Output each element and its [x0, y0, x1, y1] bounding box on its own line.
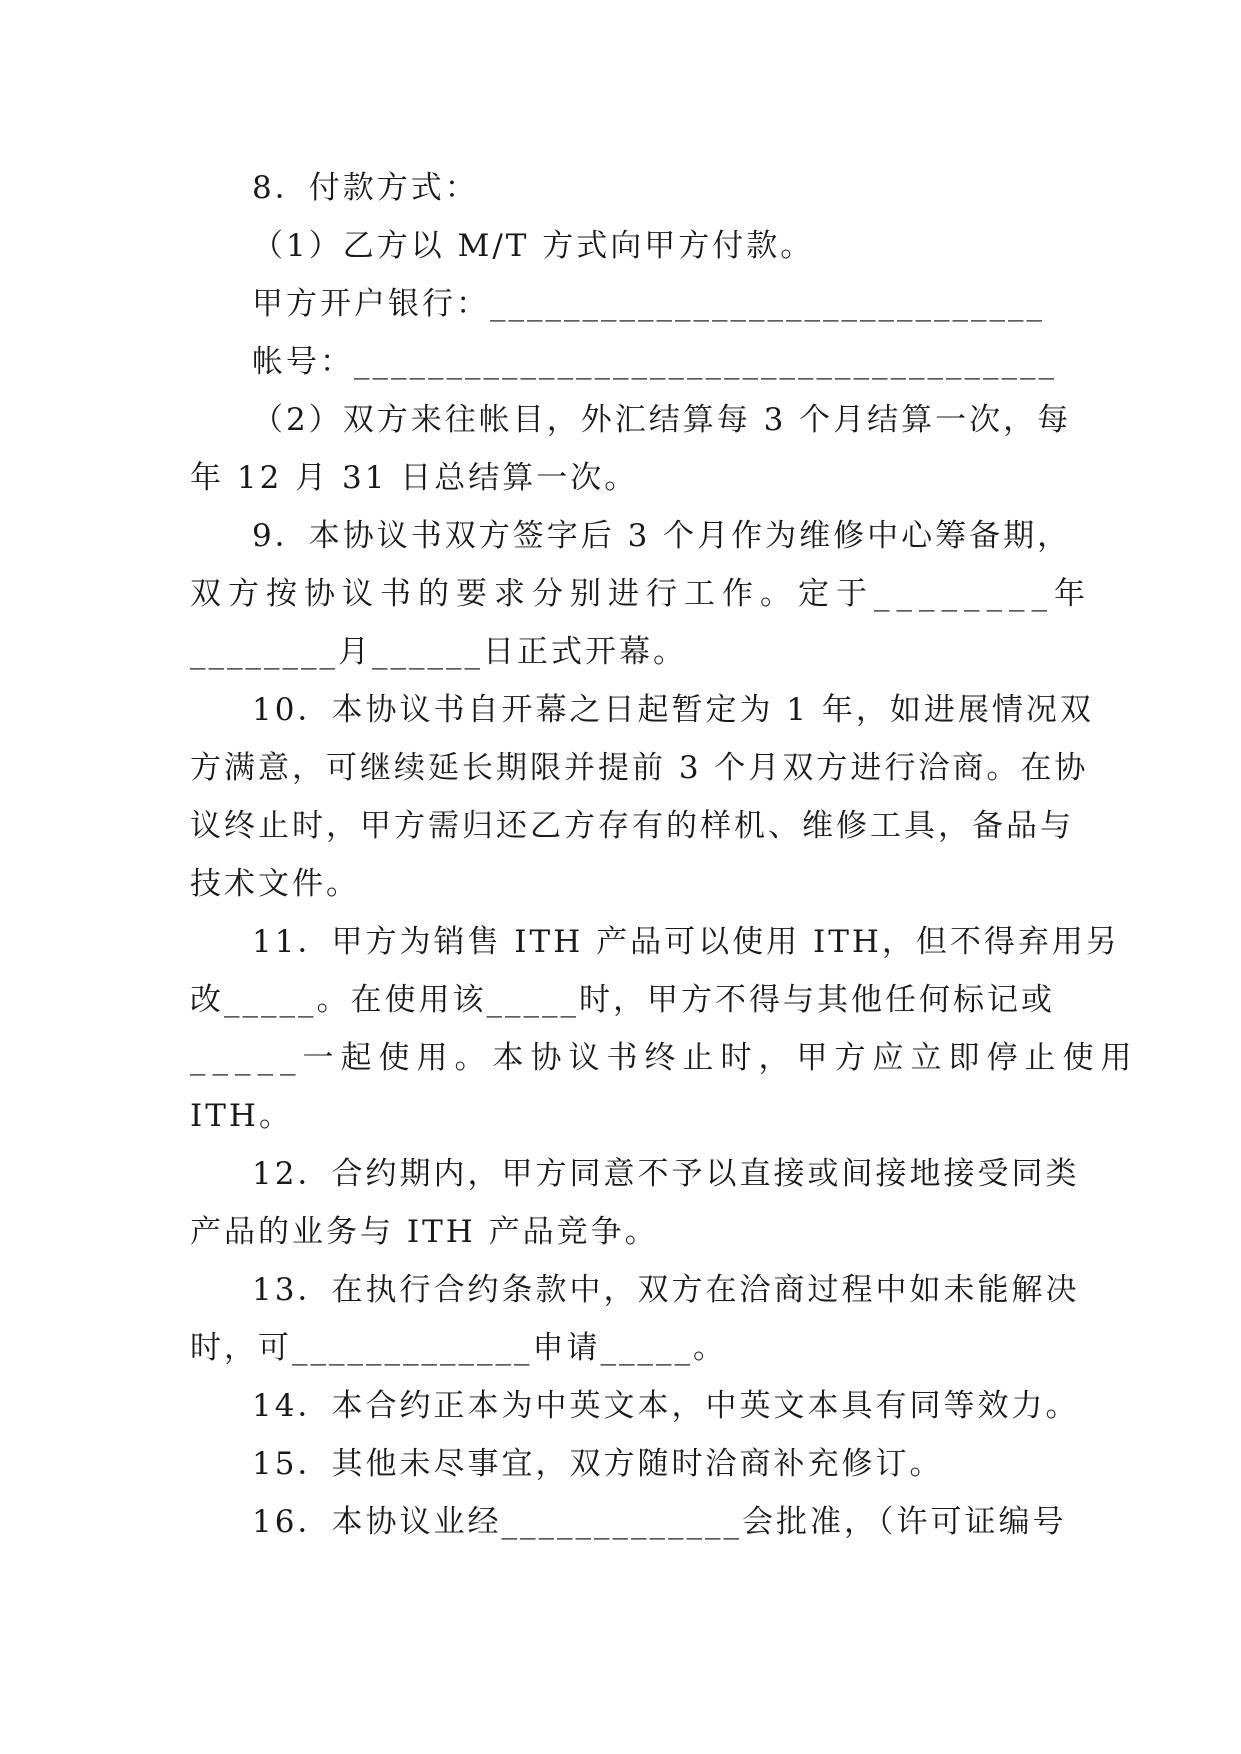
account-number-field: 帐号：______________________________________: [252, 344, 1057, 380]
clause-16: 16．本协议业经_____________会批准，（许可证编号: [252, 1504, 1067, 1540]
clause-12-cont: 产品的业务与 ITH 产品竞争。: [190, 1214, 659, 1250]
clause-8-item-2-cont: 年 12 月 31 日总结算一次。: [190, 460, 639, 496]
clause-13-cont: 时，可_____________申请_____。: [190, 1330, 727, 1366]
clause-13: 13．在执行合约条款中，双方在洽商过程中如未能解决: [252, 1272, 1080, 1308]
clause-15: 15．其他未尽事宜，双方随时洽商补充修订。: [252, 1446, 944, 1482]
clause-14: 14．本合约正本为中英文本，中英文本具有同等效力。: [252, 1388, 1080, 1424]
clause-11: 11．甲方为销售 ITH 产品可以使用 ITH，但不得弃用另: [252, 924, 1120, 960]
clause-9-cont-1: 双方按协议书的要求分别进行工作。定于________年: [190, 576, 1092, 612]
clause-9-cont-2: ________月______日正式开幕。: [190, 634, 687, 670]
clause-10-cont-3: 技术文件。: [190, 866, 360, 902]
clause-10-cont-1: 方满意，可继续延长期限并提前 3 个月双方进行洽商。在协: [190, 750, 1089, 786]
clause-8-item-2: （2）双方来往帐目，外汇结算每 3 个月结算一次，每: [252, 402, 1072, 438]
clause-9: 9．本协议书双方签字后 3 个月作为维修中心筹备期，: [252, 518, 1072, 554]
clause-11-cont-2: _____一起使用。本协议书终止时，甲方应立即停止使用: [190, 1040, 1139, 1076]
clause-12: 12．合约期内，甲方同意不予以直接或间接地接受同类: [252, 1156, 1080, 1192]
clause-10-cont-2: 议终止时，甲方需归还乙方存有的样机、维修工具，备品与: [190, 808, 1074, 844]
clause-11-cont-1: 改_____。在使用该_____时，甲方不得与其他任何标记或: [190, 982, 1055, 1018]
clause-10: 10．本协议书自开幕之日起暂定为 1 年，如进展情况双: [252, 692, 1094, 728]
clause-8-item-1: （1）乙方以 M/T 方式向甲方付款。: [252, 228, 815, 264]
clause-11-cont-3: ITH。: [190, 1098, 293, 1134]
clause-8-heading: 8．付款方式：: [252, 170, 479, 206]
bank-account-field: 甲方开户银行：______________________________: [252, 286, 1045, 322]
